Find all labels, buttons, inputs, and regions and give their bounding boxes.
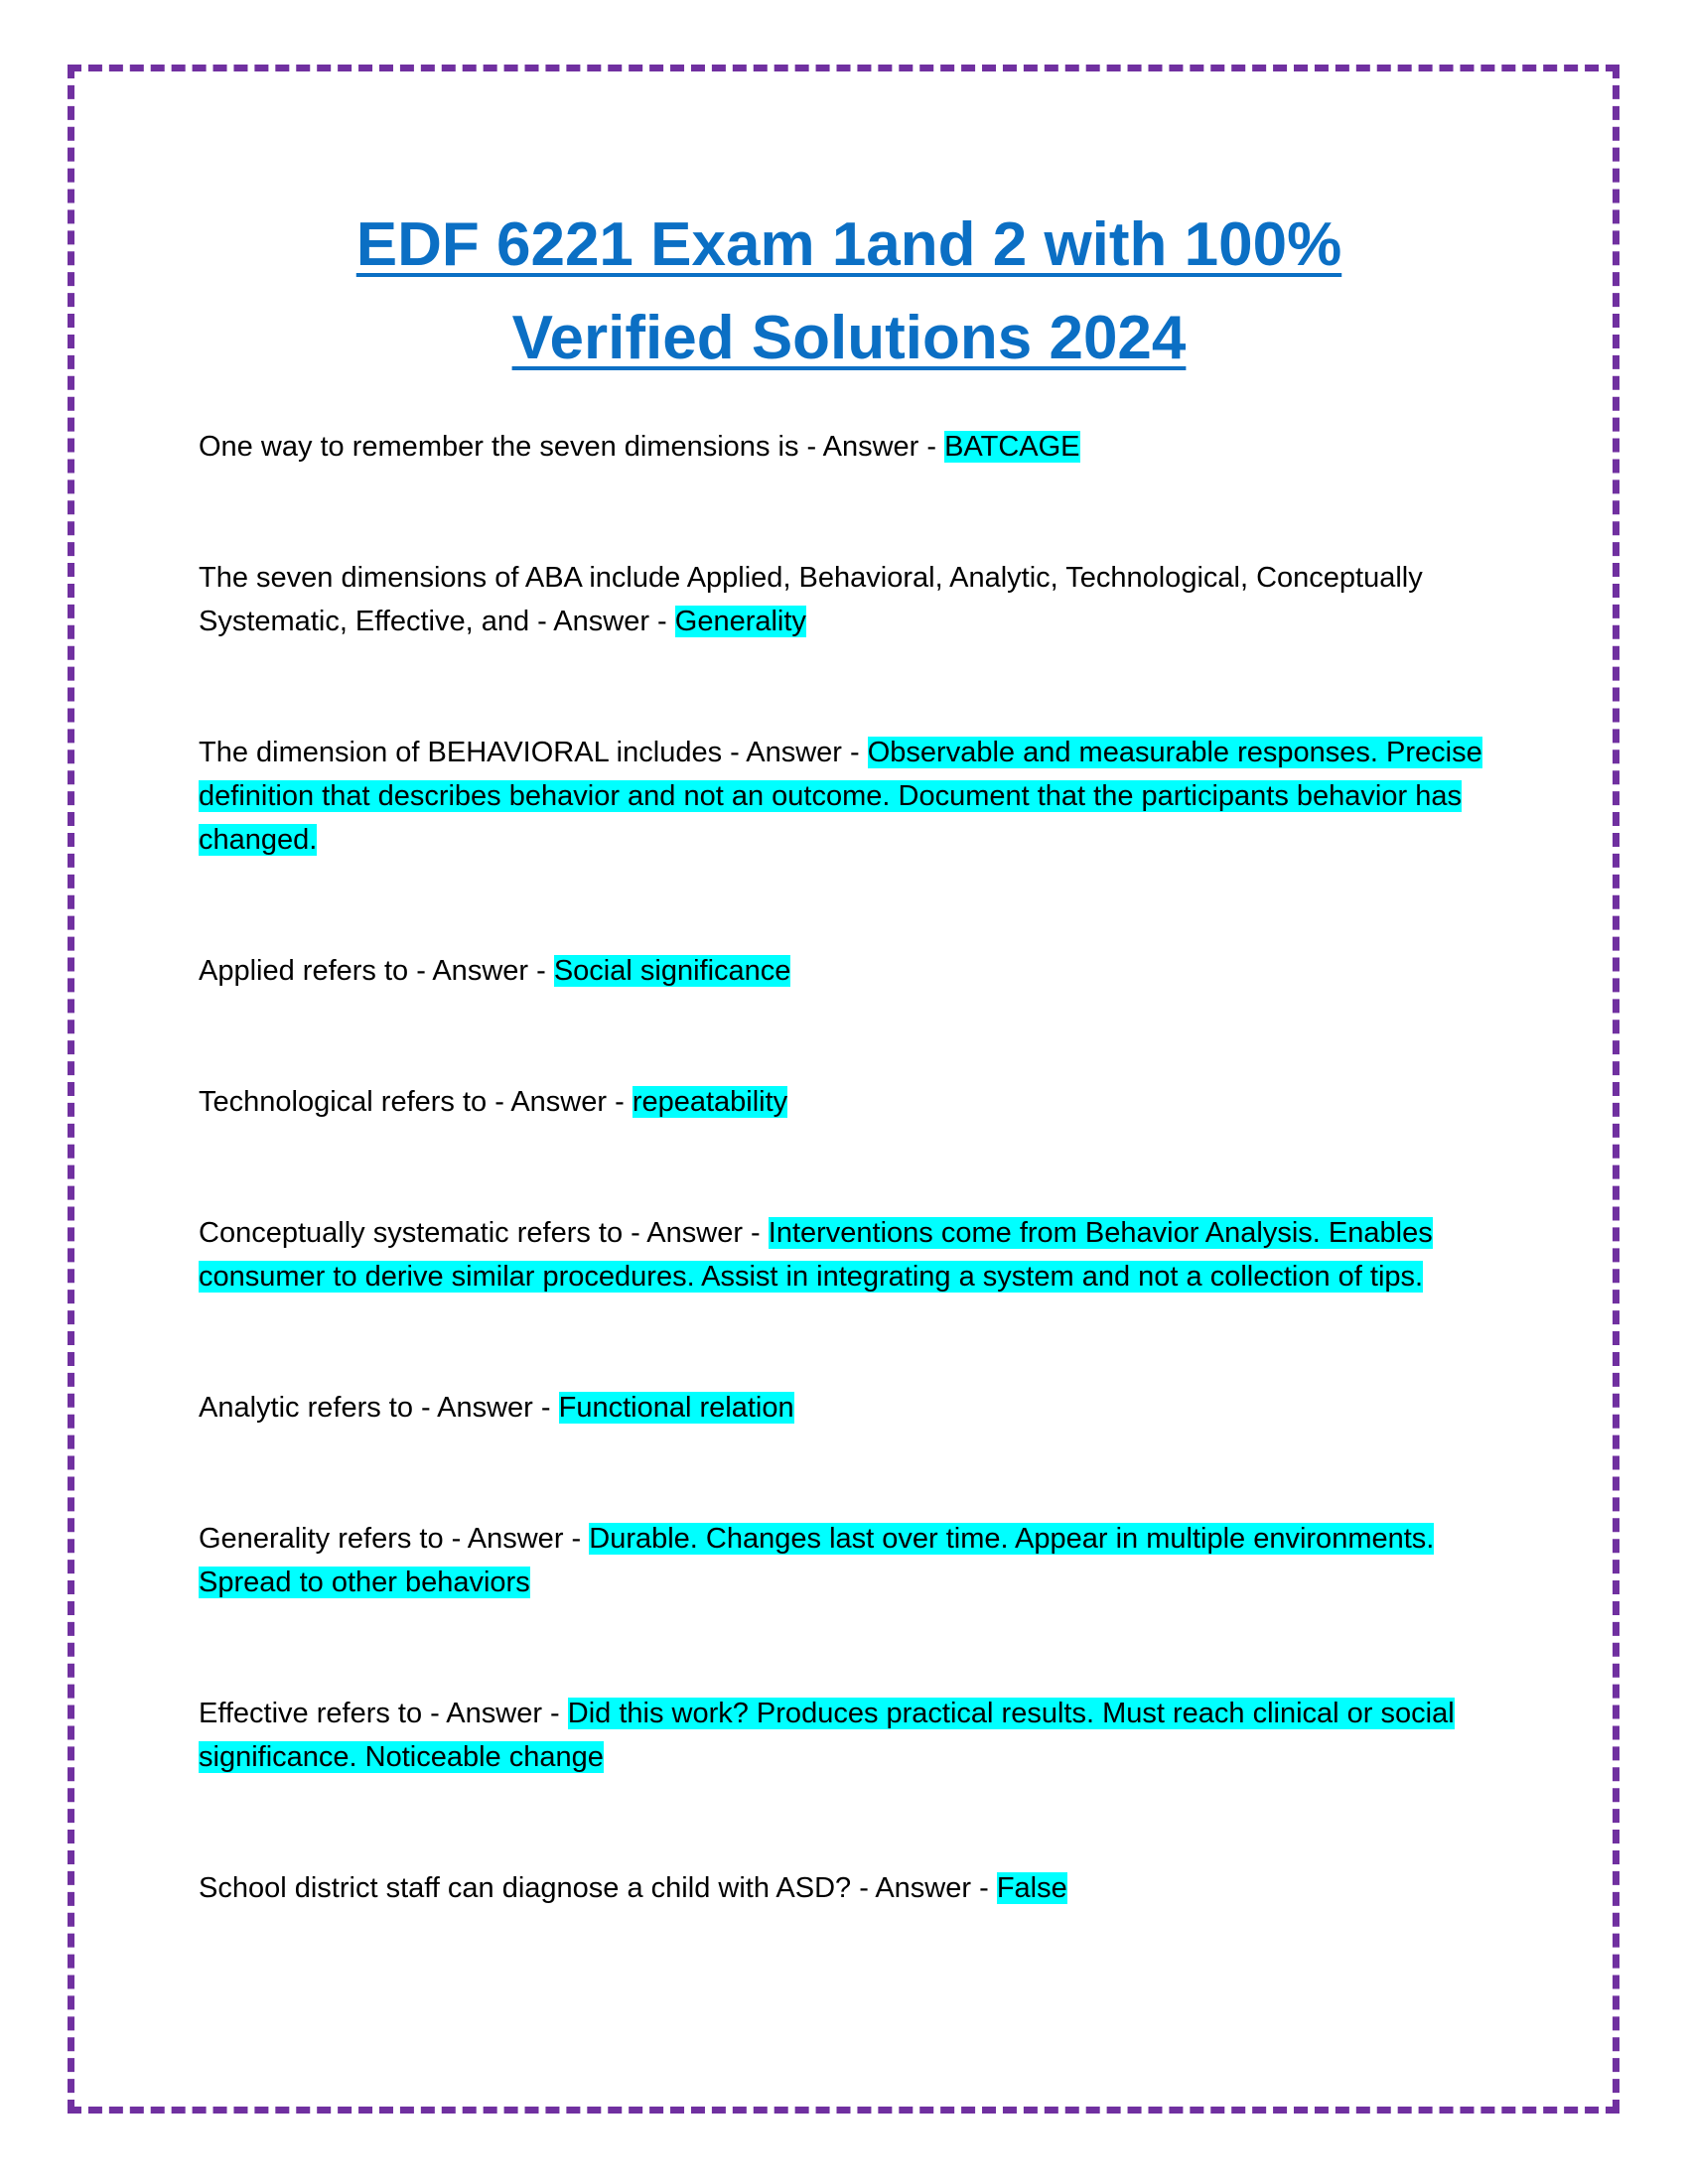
answer-highlight: BATCAGE <box>944 431 1080 463</box>
answer-highlight: Observable and measurable responses. Precise definition that describes behavior and not an outcome. Document that the participants behavior has changed. <box>199 737 1482 856</box>
answer-highlight: repeatability <box>632 1086 788 1118</box>
qa-item <box>199 731 1499 862</box>
qa-item <box>199 1517 1499 1604</box>
question-text: Analytic refers to - Answer - <box>199 1392 559 1424</box>
qa-item <box>199 1866 1499 1910</box>
answer-highlight: Functional relation <box>558 1392 794 1424</box>
title-line-2: Verified Solutions 2024 <box>511 304 1187 372</box>
question-text: One way to remember the seven dimensions is - Answer - <box>199 431 945 463</box>
qa-item <box>199 1386 1499 1430</box>
question-text: The seven dimensions of ABA include Applied, Behavioral, Analytic, Technological, Conceptually Systematic, Effective, and - Answer - <box>199 562 1423 637</box>
qa-item <box>199 425 1499 469</box>
question-text: The dimension of BEHAVIORAL includes - Answer - <box>199 737 868 768</box>
question-text: Technological refers to - Answer - <box>199 1086 633 1118</box>
title-line-1: EDF 6221 Exam 1and 2 with 100% <box>355 210 1342 279</box>
qa-item <box>199 949 1499 993</box>
document-body <box>199 199 1499 1997</box>
answer-highlight: Interventions come from Behavior Analysis. Enables consumer to derive similar procedures. Assist in integrating a system and not a collection of tips. <box>199 1217 1433 1293</box>
qa-item <box>199 1211 1499 1298</box>
question-text: Conceptually systematic refers to - Answer - <box>199 1217 769 1249</box>
answer-highlight: Durable. Changes last over time. Appear in multiple environments. Spread to other behaviors <box>199 1523 1435 1598</box>
answer-highlight: False <box>996 1872 1067 1904</box>
question-text: Generality refers to - Answer - <box>199 1523 590 1555</box>
answer-highlight: Social significance <box>553 955 791 987</box>
qa-item <box>199 556 1499 643</box>
answer-highlight: Generality <box>674 606 806 637</box>
question-text: School district staff can diagnose a child with ASD? - Answer - <box>199 1872 997 1904</box>
question-text: Effective refers to - Answer - <box>199 1698 568 1729</box>
document-title <box>199 199 1499 385</box>
qa-item <box>199 1692 1499 1779</box>
answer-highlight: Did this work? Produces practical results. Must reach clinical or social significance. Noticeable change <box>199 1698 1455 1773</box>
question-text: Applied refers to - Answer - <box>199 955 554 987</box>
qa-item <box>199 1080 1499 1124</box>
